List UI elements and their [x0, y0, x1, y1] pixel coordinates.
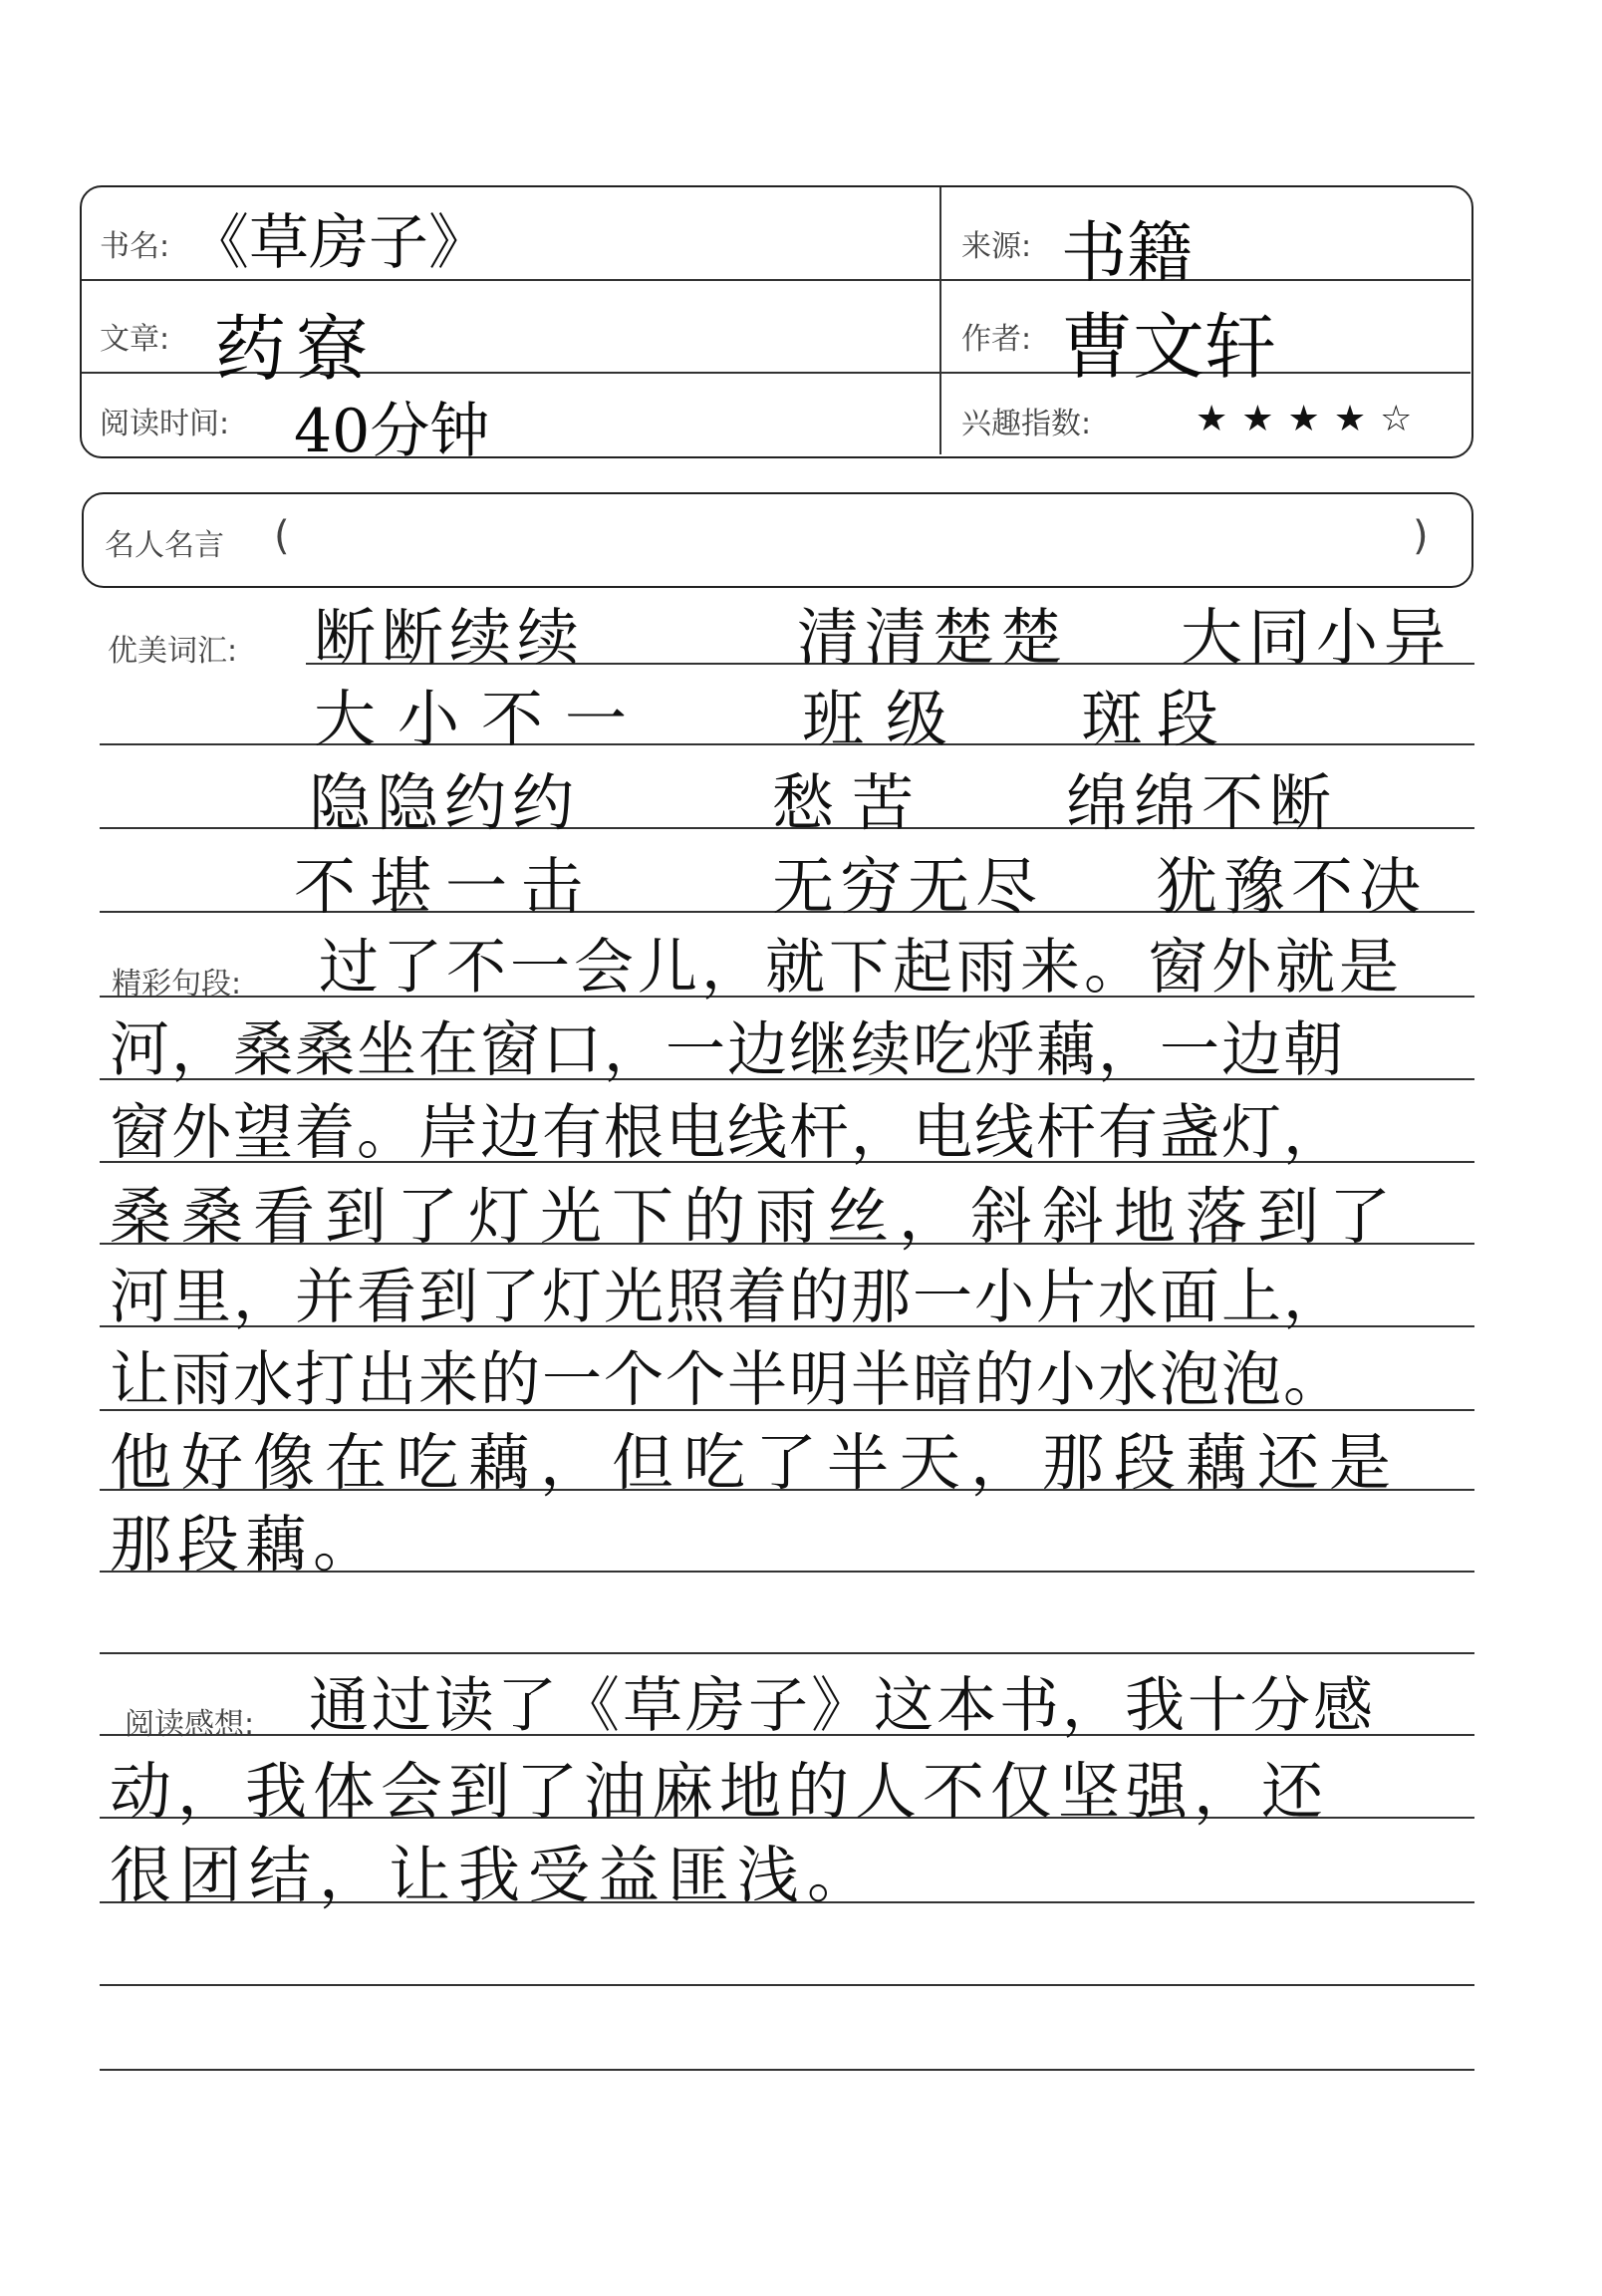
article-value: 药寮	[214, 307, 379, 391]
ruled-line	[100, 1652, 1474, 1654]
quote-open-paren: (	[274, 513, 290, 559]
vocab-word: 班级	[802, 683, 970, 755]
vocab-word: 绵绵不断	[1066, 766, 1338, 839]
source-label: 来源:	[961, 229, 1032, 264]
table-divider	[939, 187, 941, 454]
passage-line: 那段藕。	[110, 1508, 382, 1580]
article-label: 文章:	[100, 322, 170, 357]
vocab-word: 斑段	[1081, 683, 1233, 755]
vocab-word: 愁苦	[772, 766, 933, 839]
vocab-word: 犹豫不决	[1156, 850, 1428, 923]
vocab-word: 隐隐约约	[309, 766, 581, 839]
passage-line: 过了不一会儿，就下起雨来。窗外就是	[319, 933, 1403, 1003]
ruled-line	[100, 2069, 1474, 2071]
reflection-line: 动，我体会到了油麻地的人不仅坚强，还	[110, 1755, 1330, 1828]
passage-line: 河里，并看到了灯光照着的那一小片水面上，	[110, 1263, 1345, 1332]
reflection-line: 通过读了《草房子》这本书，我十分感	[309, 1671, 1376, 1741]
reading-time-value: 40分钟	[294, 397, 490, 466]
book-label: 书名:	[100, 229, 170, 264]
vocab-word: 无穷无尽	[772, 850, 1044, 923]
reading-time-label: 阅读时间:	[100, 407, 230, 441]
passage-line: 他好像在吃藕，但吃了半天，那段藕还是	[110, 1426, 1402, 1499]
passage-line: 桑桑看到了灯光下的雨丝，斜斜地落到了	[110, 1180, 1402, 1253]
reflection-line: 很团结，让我受益匪浅。	[110, 1839, 878, 1911]
interest-rating-stars: ★★★★☆	[1196, 399, 1427, 439]
quote-close-paren: )	[1413, 513, 1429, 559]
passage-label: 精彩句段:	[112, 967, 242, 1002]
ruled-line	[100, 743, 1474, 745]
vocab-word: 断断续续	[314, 601, 586, 674]
source-value: 书籍	[1061, 214, 1193, 291]
book-value: 《草房子》	[189, 208, 488, 278]
quote-box	[82, 492, 1473, 588]
vocab-word: 不堪一击	[294, 850, 598, 923]
author-label: 作者:	[961, 322, 1032, 357]
quote-label: 名人名言	[105, 528, 224, 563]
vocabulary-label: 优美词汇:	[108, 634, 238, 669]
passage-line: 窗外望着。岸边有根电线杆，电线杆有盏灯，	[110, 1098, 1345, 1168]
vocab-word: 大同小异	[1181, 601, 1453, 674]
author-value: 曹文轩	[1061, 305, 1277, 389]
passage-line: 让雨水打出来的一个个半明半暗的小水泡泡。	[110, 1345, 1345, 1415]
reflection-label: 阅读感想:	[125, 1707, 255, 1742]
passage-line: 河，桑桑坐在窗口，一边继续吃烀藕，一边朝	[110, 1015, 1345, 1085]
interest-label: 兴趣指数:	[961, 407, 1092, 441]
ruled-line	[100, 1984, 1474, 1986]
vocab-word: 清清楚楚	[797, 601, 1069, 674]
vocab-word: 大小不一	[314, 683, 650, 755]
